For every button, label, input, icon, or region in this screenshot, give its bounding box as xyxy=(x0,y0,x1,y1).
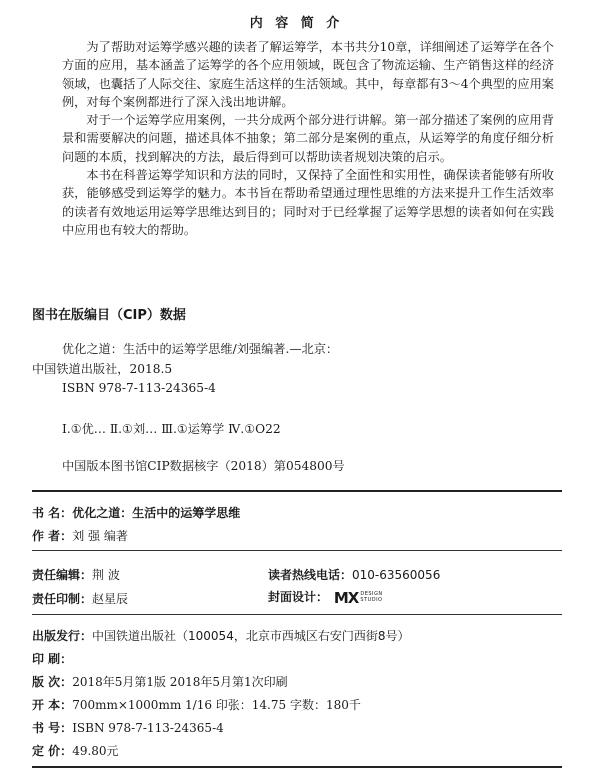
isbn: ISBN 978-7-113-24365-4 xyxy=(72,721,224,735)
book-title-label: 书 名： xyxy=(32,506,73,520)
logo-subtext-line: DESIGN xyxy=(360,591,383,597)
hotline-row xyxy=(268,566,440,583)
printing-staff: 赵星辰 xyxy=(92,592,129,606)
editor-row xyxy=(32,566,120,583)
edition-row xyxy=(32,673,288,690)
price-label: 定 价： xyxy=(32,744,73,758)
intro-paragraph: 为了帮助对运筹学感兴趣的读者了解运筹学，本书共分10章，详细阐述了运筹学在各个方面的应用，基本涵盖了运筹学的各个应用领域，既包含了物流运输、生产销售这样的经济领域，也囊括了人际交往、家庭生活这样的生活领域。其中，每章都有3～4个典型的应用案例，对每个案例都进行了深入浅出地讲解。 xyxy=(62,40,554,109)
format-label: 开 本： xyxy=(32,698,73,712)
book-title: 优化之道：生活中的运筹学思维 xyxy=(72,506,241,520)
printer-row xyxy=(32,650,72,667)
printer-label: 印 刷： xyxy=(32,652,73,666)
hotline-label: 读者热线电话： xyxy=(268,568,353,582)
cip-isbn-line: ISBN 978-7-113-24365-4 xyxy=(62,381,216,395)
author-label: 作 者： xyxy=(32,529,73,543)
isbn-label: 书 号： xyxy=(32,721,73,735)
divider xyxy=(32,490,562,492)
cip-publisher-line: 中国铁道出版社，2018.5 xyxy=(32,362,173,376)
editor: 荆 波 xyxy=(92,568,120,582)
cover-design-row xyxy=(268,588,383,607)
cip-heading: 图书在版编目（CIP）数据 xyxy=(32,308,186,323)
logo-subtext xyxy=(360,592,382,603)
hotline: 010-63560056 xyxy=(352,568,441,582)
printing-staff-row xyxy=(32,590,128,607)
price-row xyxy=(32,742,119,759)
divider xyxy=(32,766,562,768)
cip-catalog-line: 优化之道：生活中的运筹学思维/刘强编著.—北京： xyxy=(62,342,339,356)
author-row xyxy=(32,527,128,544)
publisher-label: 出版发行： xyxy=(32,629,93,643)
logo-subtext-line: STUDIO xyxy=(360,596,383,603)
edition: 2018年5月第1版 2018年5月第1次印刷 xyxy=(72,675,288,689)
author: 刘 强 编著 xyxy=(72,529,128,543)
format-row xyxy=(32,696,361,713)
cip-classification-line: Ⅰ.①优… Ⅱ.①刘… Ⅲ.①运筹学 Ⅳ.①O22 xyxy=(62,422,281,436)
logo-mark: MX xyxy=(333,588,359,607)
price: 49.80元 xyxy=(72,744,119,758)
cover-design-label: 封面设计： xyxy=(268,590,329,604)
isbn-row xyxy=(32,719,224,736)
edition-label: 版 次： xyxy=(32,675,73,689)
mx-design-studio-logo xyxy=(334,589,383,607)
divider xyxy=(32,550,562,551)
intro-paragraph: 对于一个运筹学应用案例，一共分成两个部分进行讲解。第一部分描述了案例的应用背景和需要解决的问题，描述具体不抽象；第二部分是案例的重点，从运筹学的角度仔细分析问题的本质，找到解决的方法，最后得到可以帮助读者规划决策的启示。 xyxy=(62,113,554,164)
publisher: 中国铁道出版社（100054，北京市西城区右安门西街8号） xyxy=(92,629,410,643)
printing-staff-label: 责任印制： xyxy=(32,592,93,606)
intro-body xyxy=(62,38,554,239)
format: 700mm×1000mm 1/16 印张：14.75 字数：180千 xyxy=(72,698,361,712)
intro-paragraph: 本书在科普运筹学知识和方法的同时，又保持了全面性和实用性，确保读者能够有所收获，能够感受到运筹学的魅力。本书旨在帮助希望通过理性思维的方法来提升工作生活效率的读者有效地运用运筹学思维达到目的；同时对于已经掌握了运筹学思想的读者如何在实践中应用也有较大的帮助。 xyxy=(62,168,554,237)
intro-title: 内 容 简 介 xyxy=(249,16,344,31)
editor-label: 责任编辑： xyxy=(32,568,93,582)
cip-number-line: 中国版本图书馆CIP数据核字（2018）第054800号 xyxy=(62,459,345,473)
divider xyxy=(32,614,562,615)
book-title-row xyxy=(32,504,240,521)
publisher-row xyxy=(32,627,409,644)
